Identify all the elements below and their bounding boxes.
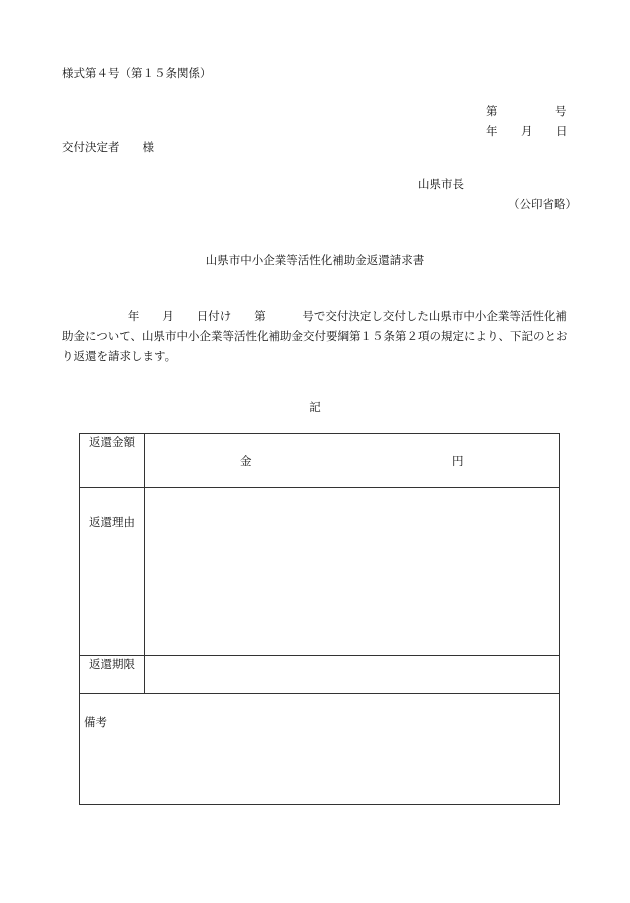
body-segment-main: 号で交付決定し交付した山県市中小企業等活性化補助金について、山県市中小企業等活性化補助金交付要綱第１５条第２項の規定により、下記のとおり返還を請求します。 [62,309,568,363]
reason-value-cell[interactable] [145,488,560,656]
body-paragraph [62,306,572,366]
document-number-label: 第 [486,104,498,118]
form-number: 様式第４号（第１５条関係） [62,66,212,80]
deadline-label: 返還期限 [80,656,145,694]
recipient-line: 交付決定者 様 [62,140,154,154]
date-day-label: 日 [556,124,568,138]
note-heading: 記 [309,400,321,414]
table-row-remarks [80,694,560,805]
table-row-amount [80,434,560,488]
seal-note: （公印省略） [508,197,577,211]
table-row-reason [80,488,560,656]
body-segment-date: 年 月 日付け 第 [127,309,266,323]
amount-prefix: 金 [240,454,252,468]
date-month-label: 月 [521,124,533,138]
document-number-suffix: 号 [555,104,567,118]
deadline-value-cell[interactable] [145,656,560,694]
document-title: 山県市中小企業等活性化補助金返還請求書 [205,253,425,267]
date-year-label: 年 [486,124,498,138]
remarks-cell[interactable] [80,694,560,805]
issuer-name: 山県市長 [418,177,464,191]
amount-label: 返還金額 [80,434,145,488]
table-row-deadline [80,656,560,694]
amount-value-cell[interactable] [145,434,560,488]
return-details-table [79,433,560,805]
remarks-label: 備考 [84,715,107,729]
amount-suffix: 円 [452,454,464,468]
reason-label: 返還理由 [80,488,145,656]
